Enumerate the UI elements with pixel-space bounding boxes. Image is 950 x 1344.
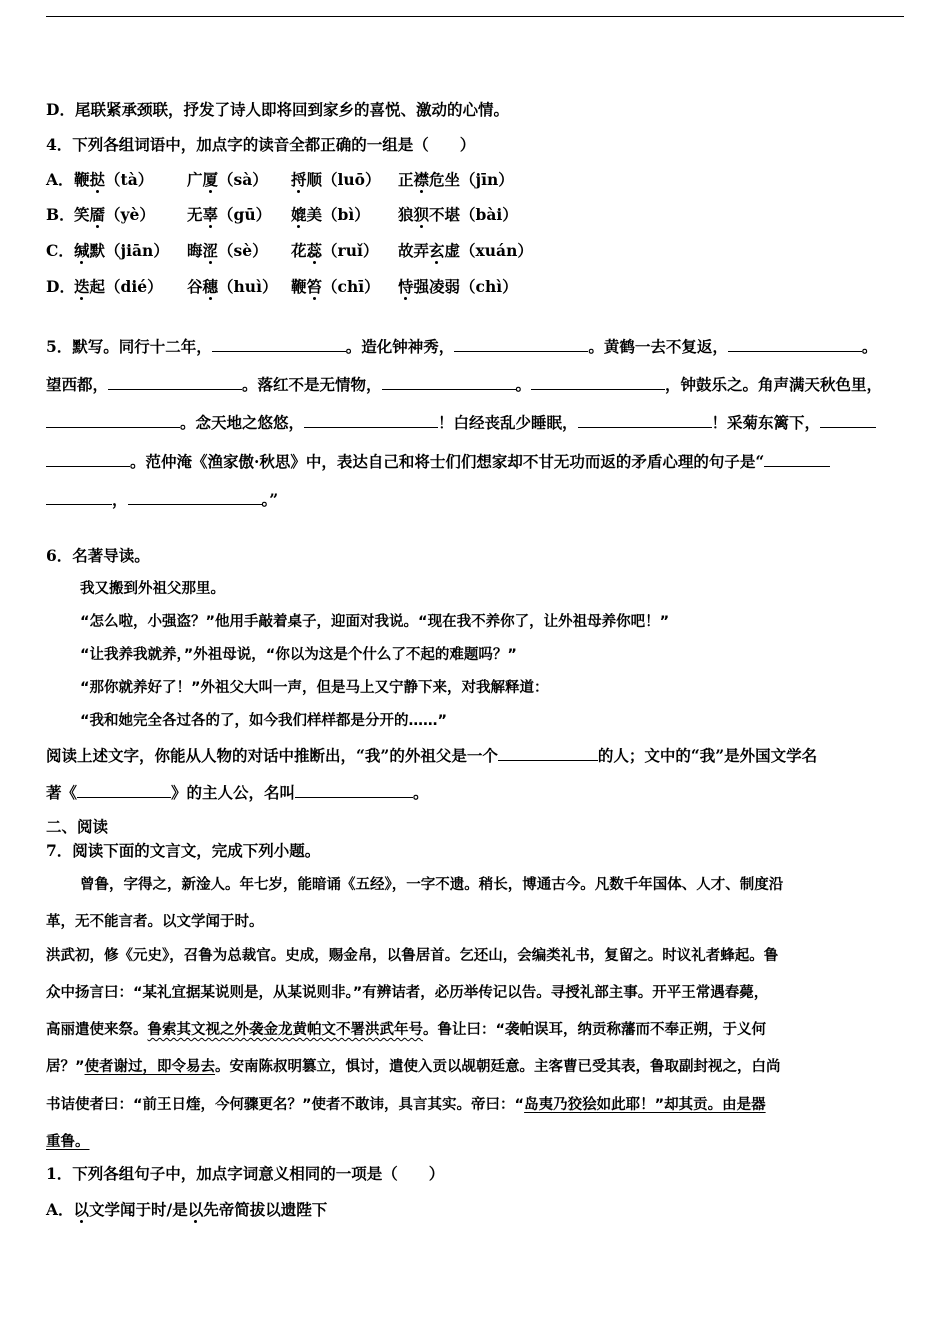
q5-line-3: 。念天地之悠悠， ！白经丧乱少睡眠， ！采菊东篱下， [46,411,904,434]
q7-passage-line-6: 居？”使者谢过，即令易去。安南陈叔明篡立，惧讨，遣使入贡以觇朝廷意。主客曹已受其表，鲁取副封视之，白尚 [46,1059,781,1075]
underlined-sentence: 重鲁。 [46,1134,90,1150]
blank[interactable] [77,781,171,798]
word-item: 媲美（bì） [291,205,370,224]
word-item: 无辜（gū） [187,205,272,224]
dotted-char: 靥 [89,205,106,224]
word-item: 故弄玄虚（xuán） [398,241,533,260]
word-item: 广厦（sà） [187,170,268,189]
word-item: 狼狈不堪（bài） [398,205,518,224]
q6-passage-p5: “我和她完全各过各的了，如今我们样样都是分开的……” [80,713,448,729]
blank[interactable] [764,450,830,467]
blank[interactable] [531,373,665,390]
word-item: 恃强凌弱（chì） [398,277,518,296]
blank[interactable] [46,450,130,467]
option-label: A． [46,170,74,189]
underlined-sentence: 岛夷乃狡狯如此耶！”却其贡。由是器 [524,1097,766,1113]
q7-passage-line-7: 书诘使者曰：“前王日煃，今何骤更名？”使者不敢讳，具言其实。帝曰：“岛夷乃狡狯如此耶！”却其贡。由是器 [46,1097,766,1113]
dotted-char: 捋 [291,170,307,189]
word-item: 花蕊（ruǐ） [291,241,379,260]
q6-passage-p1: 我又搬到外祖父那里。 [80,581,225,597]
word-item: 正襟危坐（jīn） [398,170,514,189]
q7-passage-line-2: 革，无不能言者。以文学闻于时。 [46,914,264,930]
option-label: C． [46,241,74,260]
header-rule [46,16,904,17]
q7-passage-line-3: 洪武初，修《元史》，召鲁为总裁官。史成，赐金帛，以鲁居首。乞还山，会编类礼书，复留之。时议礼者蜂起。鲁 [46,948,779,964]
dotted-char: 涩 [202,241,219,260]
q7-passage-line-4: 众中扬言曰：“某礼宜据某说则是，从某说则非。”有辨诘者，必历举传记以告。寻授礼部主事。开平王常遇春薨， [46,985,769,1001]
word-item: 谷穗（huì） [187,277,278,296]
q7-passage-line-1: 曾鲁，字得之，新淦人。年七岁，能暗诵《五经》，一字不遗。稍长，博通古今。凡数千年国体、人才、制度沿 [80,877,784,893]
word-item: 迭起（dié） [74,277,163,296]
blank[interactable] [382,373,516,390]
blank[interactable] [128,488,262,505]
dotted-char: 蕊 [306,241,323,260]
blank[interactable] [728,335,862,352]
dotted-char: 迭 [74,277,90,296]
blank[interactable] [498,744,598,761]
blank[interactable] [46,488,112,505]
blank[interactable] [212,335,346,352]
dotted-char: 穗 [202,277,219,296]
q7-sub1-option-a: A．以文学闻于时/是以先帝简拔以遗陛下 [46,1200,328,1219]
q5-line-1: 5．默写。同行十二年， 。造化钟神秀， 。黄鹤一去不复返， 。 [46,337,878,356]
dotted-char: 辜 [202,205,219,224]
q5-line-2: 望西都， 。落红不是无情物， 。 ，钟鼓乐之。角声满天秋色里， [46,375,883,394]
dotted-char: 挞 [89,170,106,189]
q6-question-1: 阅读上述文字，你能从人物的对话中推断出，“我”的外祖父是一个 的人；文中的“我”是外国文学名 [46,746,818,765]
word-item: 笑靥（yè） [74,205,155,224]
q5-line-4: 。范仲淹《渔家傲·秋思》中，表达自己和将士们们想家却不甘无功而返的矛盾心理的句子是“ [46,450,904,473]
wavy-underlined-sentence: 鲁索其文视之外袭金龙黄帕文不署洪武年号 [147,1022,423,1038]
q4-stem: 4．下列各组词语中，加点字的读音全都正确的一组是（ ） [46,135,476,154]
word-item: 鞭挞（tà） [74,170,154,189]
dotted-char: 笞 [306,277,323,296]
q6-passage-p3: “让我养我就养，”外祖母说，“你以为这是个什么了不起的难题吗？” [80,647,517,663]
section-reading-heading: 二、阅读 [46,817,109,836]
q7-sub-question-1: 1．下列各组句子中，加点字词意义相同的一项是（ ） [46,1164,445,1183]
dotted-char: 襟 [413,170,430,189]
q6-passage-p4: “那你就养好了！”外祖父大叫一声，但是马上又宁静下来，对我解释道： [80,680,549,696]
q5-line-5: ， 。” [46,488,904,511]
blank[interactable] [108,373,242,390]
q7-title: 7．阅读下面的文言文，完成下列小题。 [46,841,321,860]
word-item: 捋顺（luō） [291,170,381,189]
q7-passage-line-8 [46,1131,904,1153]
option-label: D． [46,277,75,296]
blank[interactable] [304,411,438,428]
underlined-sentence: 使者谢过，即令易去 [84,1059,216,1075]
blank[interactable] [454,335,588,352]
blank[interactable] [578,411,712,428]
word-item: 鞭笞（chī） [291,277,380,296]
q6-passage-p2: “怎么啦，小强盗？”他用手敲着桌子，迎面对我说。“现在我不养你了，让外祖母养你吧！” [80,614,670,630]
option-label: B． [46,205,75,224]
q3-option-d: D．尾联紧承颈联，抒发了诗人即将回到家乡的喜悦、激动的心情。 [46,100,509,119]
dotted-char: 媲 [291,205,307,224]
blank[interactable] [295,781,413,798]
q7-passage-line-5: 高丽遣使来祭。鲁索其文视之外袭金龙黄帕文不署洪武年号。鲁让曰：“袭帕误耳，纳贡称藩而不奉正朔，于义何 [46,1022,767,1038]
dotted-char: 狈 [413,205,430,224]
word-item: 缄默（jiān） [74,241,169,260]
dotted-char: 玄 [429,241,445,260]
dotted-char: 恃 [398,277,414,296]
blank[interactable] [46,411,180,428]
dotted-char: 缄 [74,241,90,260]
word-item: 晦涩（sè） [187,241,268,260]
q6-question-2: 著《 》的主人公，名叫 。 [46,783,429,802]
dotted-char: 厦 [202,170,219,189]
q6-title: 6．名著导读。 [46,546,150,565]
blank[interactable] [820,411,876,428]
